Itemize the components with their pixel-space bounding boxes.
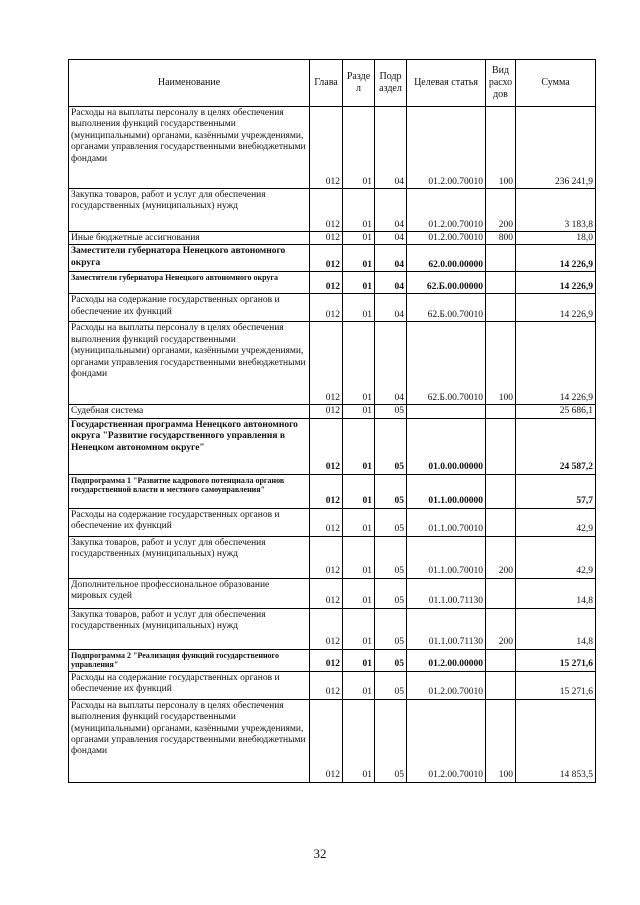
row-sum: 24 587,2 [516,418,596,474]
table-row [69,189,596,232]
table-row [69,232,596,245]
row-name: Заместители губернатора Ненецкого автономного округа [69,245,310,272]
row-glava: 012 [310,474,343,508]
row-name: Заместители губернатора Ненецкого автономного округа [69,272,310,294]
row-sum: 3 183,8 [516,189,596,232]
row-razdel: 01 [343,578,375,608]
row-podrazdel: 04 [375,272,407,294]
row-target: 01.2.00.70010 [407,107,486,189]
row-name: Подпрограмма 1 "Развитие кадрового потенциала органов государственной власти и местного самоуправления" [69,474,310,508]
row-glava: 012 [310,272,343,294]
table-row [69,649,596,671]
row-target: 62.Б.00.00000 [407,272,486,294]
row-razdel: 01 [343,405,375,418]
row-vid: 200 [486,189,516,232]
row-glava: 012 [310,578,343,608]
row-razdel: 01 [343,107,375,189]
row-razdel: 01 [343,322,375,405]
row-vid [486,508,516,536]
row-target: 01.1.00.70010 [407,536,486,578]
row-razdel: 01 [343,671,375,699]
row-razdel: 01 [343,232,375,245]
row-sum: 14 226,9 [516,294,596,322]
row-vid [486,578,516,608]
header-razdel: Разде л [343,60,375,107]
row-podrazdel: 04 [375,232,407,245]
row-name: Иные бюджетные ассигнования [69,232,310,245]
row-podrazdel: 04 [375,189,407,232]
row-sum: 236 241,9 [516,107,596,189]
row-glava: 012 [310,608,343,649]
table-row [69,418,596,474]
row-vid: 100 [486,699,516,782]
row-razdel: 01 [343,272,375,294]
header-row [69,60,596,107]
table-row [69,474,596,508]
row-vid [486,671,516,699]
header-target: Целевая статья [407,60,486,107]
row-razdel: 01 [343,649,375,671]
row-name: Расходы на выплаты персоналу в целях обеспечения выполнения функций государственными (муниципальными) органами, казёнными учреждениями, органами управления государственными внебюджетными фондами [69,699,310,782]
row-sum: 42,9 [516,508,596,536]
header-podrazdel: Подр аздел [375,60,407,107]
row-name: Расходы на содержание государственных органов и обеспечение их функций [69,508,310,536]
row-name: Государственная программа Ненецкого автономного округа "Развитие государственного управления в Ненецком автономном округе" [69,418,310,474]
row-sum: 25 686,1 [516,405,596,418]
row-name: Расходы на содержание государственных органов и обеспечение их функций [69,294,310,322]
row-vid [486,405,516,418]
row-glava: 012 [310,245,343,272]
page-number: 32 [313,846,327,861]
row-name: Расходы на выплаты персоналу в целях обеспечения выполнения функций государственными (муниципальными) органами, казёнными учреждениями, органами управления государственными внебюджетными фондами [69,322,310,405]
row-name: Закупка товаров, работ и услуг для обеспечения государственных (муниципальных) нужд [69,189,310,232]
row-name: Подпрограмма 2 "Реализация функций государственного управления" [69,649,310,671]
row-glava: 012 [310,536,343,578]
row-podrazdel: 05 [375,418,407,474]
row-podrazdel: 05 [375,649,407,671]
row-podrazdel: 05 [375,608,407,649]
row-glava: 012 [310,699,343,782]
row-vid: 100 [486,107,516,189]
row-sum: 15 271,6 [516,671,596,699]
row-target: 62.Б.00.70010 [407,322,486,405]
table-row [69,245,596,272]
header-glava: Глава [310,60,343,107]
row-vid [486,418,516,474]
row-name: Расходы на выплаты персоналу в целях обеспечения выполнения функций государственными (муниципальными) органами, казёнными учреждениями, органами управления государственными внебюджетными фондами [69,107,310,189]
row-podrazdel: 05 [375,405,407,418]
table-row [69,294,596,322]
row-vid: 200 [486,608,516,649]
row-razdel: 01 [343,699,375,782]
row-target: 01.1.00.70010 [407,508,486,536]
row-glava: 012 [310,322,343,405]
table-row [69,322,596,405]
row-glava: 012 [310,508,343,536]
row-razdel: 01 [343,245,375,272]
row-vid [486,272,516,294]
table-row [69,699,596,782]
row-podrazdel: 05 [375,536,407,578]
row-target: 01.0.00.00000 [407,418,486,474]
header-vid: Вид расхо дов [486,60,516,107]
row-target: 01.2.00.00000 [407,649,486,671]
row-target [407,405,486,418]
row-sum: 14,8 [516,608,596,649]
row-sum: 18,0 [516,232,596,245]
row-glava: 012 [310,107,343,189]
row-podrazdel: 05 [375,578,407,608]
row-razdel: 01 [343,536,375,578]
row-glava: 012 [310,418,343,474]
row-vid [486,294,516,322]
row-sum: 57,7 [516,474,596,508]
row-podrazdel: 04 [375,245,407,272]
row-razdel: 01 [343,474,375,508]
row-podrazdel: 05 [375,508,407,536]
row-target: 01.1.00.71130 [407,608,486,649]
table-row [69,608,596,649]
row-podrazdel: 04 [375,322,407,405]
row-glava: 012 [310,189,343,232]
row-name: Судебная система [69,405,310,418]
row-name: Закупка товаров, работ и услуг для обеспечения государственных (муниципальных) нужд [69,608,310,649]
row-glava: 012 [310,294,343,322]
table-row [69,578,596,608]
row-podrazdel: 04 [375,294,407,322]
row-target: 62.0.00.00000 [407,245,486,272]
table-row [69,107,596,189]
row-name: Расходы на содержание государственных органов и обеспечение их функций [69,671,310,699]
table-row [69,405,596,418]
header-name: Наименование [69,60,310,107]
row-podrazdel: 05 [375,474,407,508]
row-podrazdel: 05 [375,671,407,699]
table-row [69,508,596,536]
row-vid [486,245,516,272]
row-vid: 200 [486,536,516,578]
row-podrazdel: 05 [375,699,407,782]
table-row [69,272,596,294]
row-razdel: 01 [343,294,375,322]
table-row [69,536,596,578]
table-row [69,671,596,699]
row-sum: 14 226,9 [516,322,596,405]
row-glava: 012 [310,649,343,671]
row-sum: 14,8 [516,578,596,608]
row-sum: 14 226,9 [516,272,596,294]
row-name: Дополнительное профессиональное образование мировых судей [69,578,310,608]
budget-table [68,59,596,783]
row-podrazdel: 04 [375,107,407,189]
row-razdel: 01 [343,189,375,232]
row-target: 01.2.00.70010 [407,189,486,232]
row-razdel: 01 [343,508,375,536]
row-glava: 012 [310,671,343,699]
row-sum: 15 271,6 [516,649,596,671]
row-vid [486,649,516,671]
row-target: 01.2.00.70010 [407,671,486,699]
row-target: 01.1.00.71130 [407,578,486,608]
row-glava: 012 [310,405,343,418]
row-sum: 14 226,9 [516,245,596,272]
row-vid: 800 [486,232,516,245]
row-razdel: 01 [343,608,375,649]
row-target: 62.Б.00.70010 [407,294,486,322]
row-sum: 14 853,5 [516,699,596,782]
row-vid [486,474,516,508]
row-target: 01.2.00.70010 [407,699,486,782]
header-sum: Сумма [516,60,596,107]
row-target: 01.2.00.70010 [407,232,486,245]
row-glava: 012 [310,232,343,245]
row-target: 01.1.00.00000 [407,474,486,508]
row-sum: 42,9 [516,536,596,578]
row-razdel: 01 [343,418,375,474]
row-vid: 100 [486,322,516,405]
row-name: Закупка товаров, работ и услуг для обеспечения государственных (муниципальных) нужд [69,536,310,578]
